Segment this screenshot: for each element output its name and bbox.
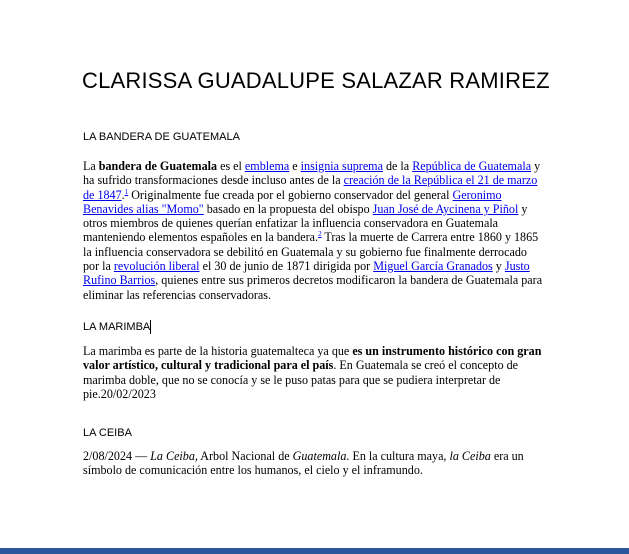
- text-run: . En Guatemala se creó el concepto de marimba doble, que no se conocía y se le puso patas para que se pudiera interpretar de pie.20/02/2023: [83, 358, 519, 401]
- italic-text: Guatemala: [292, 449, 347, 463]
- window-bottom-border: [0, 548, 629, 554]
- text-run: 2/08/2024 —: [83, 449, 151, 463]
- heading-ceiba: LA CEIBA: [83, 427, 132, 439]
- bold-text: bandera de Guatemala: [98, 159, 218, 173]
- text-run: y: [492, 259, 505, 274]
- text-run: Originalmente fue creada por el gobierno conservador del general: [128, 187, 453, 202]
- paragraph-bandera: [83, 159, 543, 302]
- document-title: CLARISSA GUADALUPE SALAZAR RAMIREZ: [82, 68, 550, 93]
- text-run: .: [121, 187, 125, 202]
- bold-text: es un instrumento histórico con gran valor artístico, cultural y tradicional para el país: [83, 344, 542, 373]
- italic-text: la Ceiba: [449, 449, 491, 463]
- text-run: el 30 de junio de 1871 dirigida por: [199, 259, 374, 274]
- text-run: basado en la propuesta del obispo: [203, 201, 373, 216]
- text-run: , quienes entre sus primeros decretos modificaron la bandera de Guatemala para eliminar las referencias conservadoras.: [83, 273, 543, 302]
- text-run: es el: [217, 159, 245, 173]
- link-justo-rufino-barrios[interactable]: Justo Rufino Barrios: [83, 259, 530, 288]
- text-cursor: [150, 320, 151, 334]
- text-run: La: [83, 159, 99, 173]
- heading-marimba: LA MARIMBA: [83, 321, 151, 333]
- link-creacion-republica[interactable]: creación de la República el 21 de marzo de 1847: [83, 173, 538, 202]
- paragraph-ceiba: [83, 449, 543, 478]
- heading-bandera: LA BANDERA DE GUATEMALA: [83, 131, 240, 143]
- text-run: . En la cultura maya,: [346, 449, 450, 463]
- text-run: y ha sufrido transformaciones desde incluso antes de la: [83, 159, 541, 188]
- text-run: era un símbolo de comunicación entre los humanos, el cielo y el inframundo.: [83, 449, 524, 478]
- text-run: de la: [382, 159, 413, 173]
- link-miguel-garcia-granados[interactable]: Miguel García Granados: [373, 259, 493, 274]
- link-revolucion-liberal[interactable]: revolución liberal: [113, 259, 200, 274]
- text-run: Tras la muerte de Carrera entre 1860 y 1865 la influencia conservadora se debilitó en Guatemala y su gobierno fue finalmente derrocado por la: [83, 230, 539, 274]
- text-run: La marimba es parte de la historia guatemalteca ya que: [83, 344, 353, 358]
- text-run: y otros miembros de quienes querían enfatizar la influencia conservadora en Guatemala manteniendo elementos españoles en la bandera.: [83, 201, 528, 245]
- footnote-ref-2[interactable]: 2: [318, 230, 322, 239]
- link-geronimo-benavides[interactable]: Geronimo Benavides alias "Momo": [83, 187, 502, 216]
- link-insignia-suprema[interactable]: insignia suprema: [300, 159, 383, 173]
- link-juan-jose-de-aycinena[interactable]: Juan José de Aycinena y Piñol: [372, 201, 519, 216]
- text-run: Arbol Nacional de: [197, 449, 293, 463]
- link-emblema[interactable]: emblema: [244, 159, 290, 173]
- text-run: e: [289, 159, 301, 173]
- paragraph-marimba: [83, 344, 543, 401]
- footnote-ref-1[interactable]: 1: [124, 187, 129, 196]
- italic-text: La Ceiba,: [150, 449, 198, 463]
- link-republica-de-guatemala[interactable]: República de Guatemala: [412, 159, 532, 173]
